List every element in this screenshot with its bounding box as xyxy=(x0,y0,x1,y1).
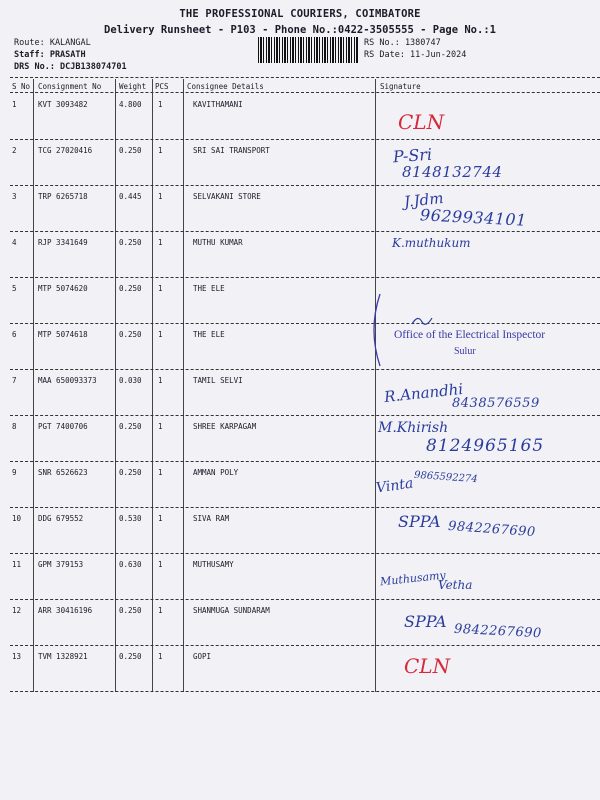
row-pcs: 1 xyxy=(158,330,163,339)
row-pcs: 1 xyxy=(158,514,163,523)
column-header-signature: Signature xyxy=(380,82,421,91)
signature-phone-row-8: 8124965165 xyxy=(426,436,545,456)
row-consignment: SNR 6526623 xyxy=(38,468,88,477)
row-sno: 2 xyxy=(12,146,17,155)
row-weight: 0.530 xyxy=(119,514,142,523)
row-pcs: 1 xyxy=(158,560,163,569)
row-pcs: 1 xyxy=(158,468,163,477)
row-pcs: 1 xyxy=(158,284,163,293)
row-consignment: ARR 30416196 xyxy=(38,606,93,615)
row-sno: 1 xyxy=(12,100,17,109)
row-separator xyxy=(10,185,600,186)
row-sno: 6 xyxy=(12,330,17,339)
header-bottom-border xyxy=(10,92,600,93)
row-weight: 0.250 xyxy=(119,238,142,247)
signature-row-8: M.Khirish xyxy=(378,420,449,436)
row-separator xyxy=(10,645,600,646)
signature-name-row-11: Vetha xyxy=(438,578,473,592)
row-weight: 0.250 xyxy=(119,330,142,339)
route-label: Route: KALANGAL xyxy=(14,38,91,48)
signature-row-7: R.Anandhi xyxy=(383,379,464,407)
signature-phone-row-3: 9629934101 xyxy=(419,205,528,230)
col-divider xyxy=(33,79,34,692)
row-weight: 0.250 xyxy=(119,652,142,661)
rs-number: RS No.: 1380747 xyxy=(364,38,441,48)
row-separator xyxy=(10,277,600,278)
col-divider xyxy=(183,79,184,692)
signature-row-12: SPPA xyxy=(404,612,447,631)
row-weight: 0.250 xyxy=(119,422,142,431)
row-sno: 11 xyxy=(12,560,22,569)
col-divider xyxy=(115,79,116,692)
col-divider xyxy=(152,79,153,692)
row-separator xyxy=(10,323,600,324)
row-consignee: SHANMUGA SUNDARAM xyxy=(193,606,270,615)
document-subtitle: Delivery Runsheet - P103 - Phone No.:0422-3505555 - Page No.:1 xyxy=(104,24,496,36)
row-sno: 3 xyxy=(12,192,17,201)
staff-label: Staff: PRASATH xyxy=(14,50,86,60)
table-top-border xyxy=(10,77,600,78)
column-header-weight: Weight xyxy=(119,82,147,91)
signature-row-4: K.muthukum xyxy=(392,236,471,250)
row-weight: 0.250 xyxy=(119,146,142,155)
row-consignment: PGT 7400706 xyxy=(38,422,88,431)
row-weight: 0.250 xyxy=(119,606,142,615)
row-consignee: MUTHU KUMAR xyxy=(193,238,243,247)
row-sno: 13 xyxy=(12,652,22,661)
row-weight: 0.445 xyxy=(119,192,142,201)
row-consignment: GPM 379153 xyxy=(38,560,84,569)
row-separator xyxy=(10,415,600,416)
signature-row-3: J.Jdm xyxy=(403,188,445,212)
row-sno: 4 xyxy=(12,238,17,247)
row-consignment: TRP 6265718 xyxy=(38,192,88,201)
row-consignment: DDG 679552 xyxy=(38,514,84,523)
rs-date: RS Date: 11-Jun-2024 xyxy=(364,50,467,60)
row-pcs: 1 xyxy=(158,100,163,109)
row-consignment: KVT 3093482 xyxy=(38,100,88,109)
row-separator xyxy=(10,231,600,232)
row-sno: 5 xyxy=(12,284,17,293)
column-header-pcs: PCS xyxy=(155,82,169,91)
row-pcs: 1 xyxy=(158,606,163,615)
row-consignee: SRI SAI TRANSPORT xyxy=(193,146,270,155)
row-weight: 0.630 xyxy=(119,560,142,569)
row-separator xyxy=(10,369,600,370)
row-sno: 12 xyxy=(12,606,22,615)
drs-number: DRS No.: DCJB138074701 xyxy=(14,62,127,72)
row-pcs: 1 xyxy=(158,422,163,431)
signature-row-9: Vinta xyxy=(375,475,415,497)
row-consignee: THE ELE xyxy=(193,330,225,339)
row-pcs: 1 xyxy=(158,146,163,155)
signature-row-1: CLN xyxy=(398,110,445,134)
row-consignee: SHREE KARPAGAM xyxy=(193,422,257,431)
signature-row-11: Muthusamy xyxy=(379,568,447,589)
row-consignment: TCG 27020416 xyxy=(38,146,93,155)
signature-phone-row-10: 9842267690 xyxy=(447,518,537,541)
row-consignee: KAVITHAMANI xyxy=(193,100,243,109)
row-separator xyxy=(10,599,600,600)
row-consignee: AMMAN POLY xyxy=(193,468,239,477)
row-consignee: GOPI xyxy=(193,652,212,661)
signature-phone-row-12: 9842267690 xyxy=(453,621,543,642)
row-separator xyxy=(10,139,600,140)
signature-phone-row-9: 9865592274 xyxy=(413,469,478,486)
row-pcs: 1 xyxy=(158,652,163,661)
row-weight: 0.250 xyxy=(119,284,142,293)
table-bottom-border xyxy=(10,691,600,692)
row-weight: 0.250 xyxy=(119,468,142,477)
column-header-consignee: Consignee Details xyxy=(187,82,264,91)
row-separator xyxy=(10,461,600,462)
row-sno: 10 xyxy=(12,514,22,523)
row-separator xyxy=(10,553,600,554)
row-consignment: MTP 5074618 xyxy=(38,330,88,339)
signature-phone-row-2: 8148132744 xyxy=(402,163,503,181)
column-header-consignment: Consignment No xyxy=(38,82,102,91)
row-consignment: TVM 1328921 xyxy=(38,652,88,661)
barcode-image xyxy=(258,37,358,63)
row-consignment: RJP 3341649 xyxy=(38,238,88,247)
stamp-initials-icon xyxy=(410,312,436,328)
signature-phone-row-7: 8438576559 xyxy=(452,396,540,411)
row-sno: 8 xyxy=(12,422,17,431)
row-consignee: MUTHUSAMY xyxy=(193,560,234,569)
signature-row-10: SPPA xyxy=(398,512,441,531)
row-weight: 4.800 xyxy=(119,100,142,109)
row-sno: 7 xyxy=(12,376,17,385)
row-weight: 0.030 xyxy=(119,376,142,385)
row-consignee: SIVA RAM xyxy=(193,514,230,523)
document-title: THE PROFESSIONAL COURIERS, COIMBATORE xyxy=(179,8,421,20)
row-consignee: SELVAKANI STORE xyxy=(193,192,261,201)
stamp-bracket-icon xyxy=(366,290,386,370)
row-consignment: MTP 5074620 xyxy=(38,284,88,293)
signature-row-13: CLN xyxy=(404,654,451,678)
col-divider xyxy=(375,79,376,692)
column-header-sno: S No xyxy=(12,82,31,91)
row-sno: 9 xyxy=(12,468,17,477)
row-pcs: 1 xyxy=(158,238,163,247)
row-consignee: THE ELE xyxy=(193,284,225,293)
signature-row-2: P-Sri xyxy=(392,144,433,167)
stamp-location: Sulur xyxy=(454,346,476,357)
row-consignee: TAMIL SELVI xyxy=(193,376,243,385)
stamp-office-name: Office of the Electrical Inspector xyxy=(394,329,546,341)
row-separator xyxy=(10,507,600,508)
row-pcs: 1 xyxy=(158,192,163,201)
row-pcs: 1 xyxy=(158,376,163,385)
row-consignment: MAA 650093373 xyxy=(38,376,97,385)
